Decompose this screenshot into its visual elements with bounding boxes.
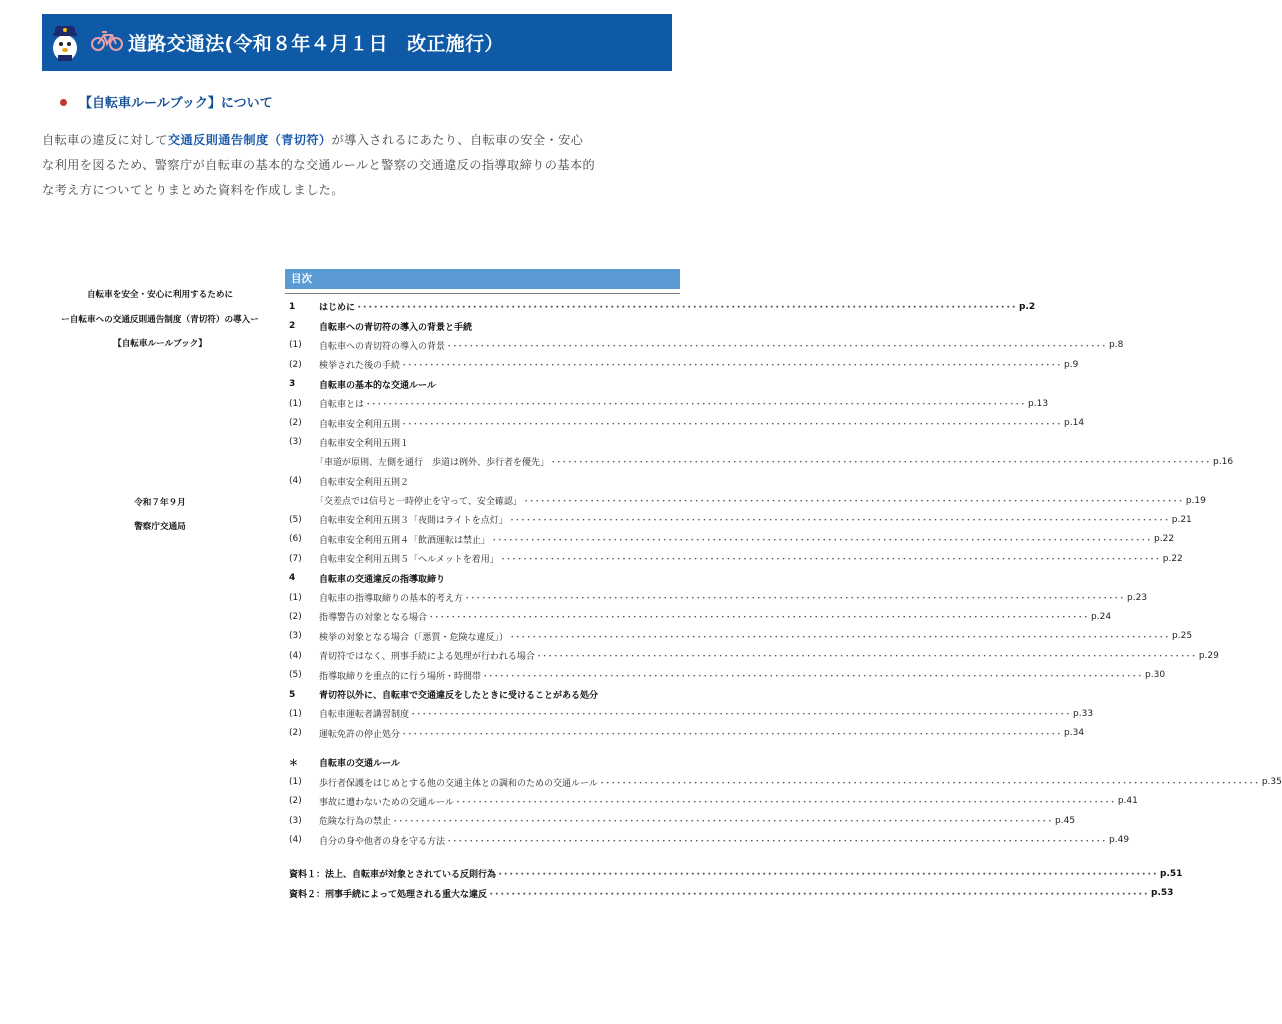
toc-leader-dots: ････････････････････････････････････････････････････････････････････････････････････････････････････････････････････････ bbox=[455, 797, 1116, 808]
toc-row bbox=[289, 472, 674, 491]
toc-text: 自転車安全利用五則１ bbox=[319, 438, 410, 449]
toc-leader-dots: ････････････････････････････････････････････････････････････････････････････････････････････････････････････････････････ bbox=[551, 458, 1212, 469]
toc-row bbox=[289, 510, 1192, 529]
toc-row bbox=[289, 491, 1206, 510]
section-heading-text: 【自転車ルールブック】について bbox=[79, 96, 273, 111]
toc-page: p.49 bbox=[1109, 835, 1130, 846]
toc-row bbox=[289, 355, 1079, 374]
toc-page: p.8 bbox=[1109, 340, 1124, 351]
toc-number: 5 bbox=[289, 689, 296, 700]
toc-text: 「車道が原則、左側を通行 歩道は例外、歩行者を優先」 bbox=[315, 458, 550, 469]
toc-leader-dots: ････････････････････････････････････････････････････････････････････････････････････････････････････････････････････････ bbox=[357, 303, 1018, 314]
toc-number: (6) bbox=[289, 534, 302, 545]
toc-row bbox=[289, 607, 1112, 626]
toc-leader-dots: ････････････････････････････････････････････････････････････････････････････････････････････････････････････････････････ bbox=[483, 671, 1144, 682]
toc-leader-dots: ････････････････････････････････････････････････････････････････････････････････････････････････････････････････････････ bbox=[536, 652, 1197, 663]
toc-text: 検挙された後の手続 bbox=[319, 361, 401, 372]
intro-line-2: な利用を図るため、警察庁が自転車の基本的な交通ルールと警察の交通違反の指導取締りの基本的 bbox=[42, 158, 596, 172]
toc-leader-dots: ････････････････････････････････････････････････････････････････････････････････････････････････････････････････････････ bbox=[492, 535, 1153, 546]
intro-line-3: な考え方についてとりまとめた資料を作成しました。 bbox=[42, 183, 344, 197]
toc-row bbox=[289, 646, 1219, 665]
toc-number: (2) bbox=[289, 611, 302, 622]
intro-emphasis: 交通反則通告制度（青切符） bbox=[167, 133, 332, 147]
toc-number: (1) bbox=[289, 398, 302, 409]
toc-page: p.2 bbox=[1019, 301, 1036, 312]
toc-page: p.19 bbox=[1185, 495, 1206, 506]
toc-row bbox=[289, 549, 1183, 568]
toc-number: (2) bbox=[289, 796, 302, 807]
toc-text: 資料２：刑事手続によって処理される重大な違反 bbox=[289, 889, 488, 900]
toc-number: ＊ bbox=[289, 759, 299, 770]
table-of-contents bbox=[289, 297, 1282, 903]
toc-leader-dots: ････････････････････････････････････････････････････････････････････････････････････････････････････････････････････････ bbox=[366, 400, 1027, 411]
toc-row bbox=[289, 568, 674, 587]
toc-leader-dots: ････････････････････････････････････････････････････････････････････････････････････････････････････････････････････････ bbox=[523, 497, 1184, 508]
toc-number: (4) bbox=[289, 835, 302, 846]
toc-number: (4) bbox=[289, 650, 302, 661]
toc-text: 自転車安全利用五則２ bbox=[319, 477, 410, 488]
toc-row bbox=[289, 375, 674, 394]
toc-row bbox=[289, 297, 1036, 316]
toc-leader-dots: ････････････････････････････････････････････････････････････････････････････････････････････････････････････････････････ bbox=[447, 836, 1108, 847]
toc-row bbox=[289, 850, 674, 864]
toc-number: (3) bbox=[289, 631, 302, 642]
toc-number: 3 bbox=[289, 379, 296, 390]
toc-row bbox=[289, 883, 1174, 902]
police-mascot-icon bbox=[48, 22, 82, 64]
toc-page: p.29 bbox=[1198, 650, 1219, 661]
toc-number: 1 bbox=[289, 301, 296, 312]
toc-row bbox=[289, 588, 1148, 607]
cover-title-3: 【自転車ルールブック】 bbox=[113, 339, 207, 349]
toc-number: (3) bbox=[289, 437, 302, 448]
toc-leader-dots: ････････････････････････････････････････････････････････････････････････････････････････････････････････････････････････ bbox=[447, 341, 1108, 352]
toc-page: p.41 bbox=[1117, 796, 1138, 807]
toc-text: 自転車の交通違反の指導取締り bbox=[319, 574, 446, 585]
toc-page: p.34 bbox=[1064, 728, 1085, 739]
toc-number: (2) bbox=[289, 418, 302, 429]
toc-text: 青切符ではなく、刑事手続による処理が行われる場合 bbox=[319, 652, 535, 663]
toc-leader-dots: ････････････････････････････････････････････････････････････････････････････････････････････････････････････････････････ bbox=[599, 778, 1260, 789]
toc-number: (1) bbox=[289, 340, 302, 351]
toc-text: 自転車の基本的な交通ルール bbox=[319, 380, 436, 391]
toc-text: 「交差点では信号と一時停止を守って、安全確認」 bbox=[315, 497, 522, 508]
toc-page: p.45 bbox=[1055, 815, 1076, 826]
toc-text: 自転車への青切符の導入の背景と手続 bbox=[319, 322, 473, 333]
toc-row bbox=[289, 704, 1094, 723]
toc-row bbox=[289, 811, 1076, 830]
toc-text: 自転車運転者講習制度 bbox=[319, 710, 410, 721]
section-heading bbox=[60, 92, 273, 111]
toc-text: 検挙の対象となる場合（「悪質・危険な違反」） bbox=[319, 632, 509, 643]
toc-number: (1) bbox=[289, 592, 302, 603]
cover-title-1: 自転車を安全・安心に利用するために bbox=[86, 290, 234, 300]
toc-page: p.22 bbox=[1154, 534, 1175, 545]
cover-date: 令和７年９月 bbox=[134, 498, 186, 508]
toc-number: (3) bbox=[289, 815, 302, 826]
toc-text: 自転車安全利用五則５「ヘルメットを着用」 bbox=[319, 555, 499, 566]
toc-page: p.35 bbox=[1261, 777, 1282, 788]
toc-page: p.22 bbox=[1162, 553, 1183, 564]
toc-page: p.30 bbox=[1145, 670, 1166, 681]
toc-number: (1) bbox=[289, 777, 302, 788]
toc-row bbox=[289, 743, 674, 753]
toc-text: 自転車安全利用五則４「飲酒運転は禁止」 bbox=[319, 535, 491, 546]
toc-page: p.13 bbox=[1028, 398, 1049, 409]
intro-paragraph bbox=[42, 128, 674, 203]
toc-leader-dots: ････････････････････････････････････････････････････････････････････････････････････････････････････････････････････････ bbox=[509, 516, 1170, 527]
toc-text: 自分の身や他者の身を守る方法 bbox=[319, 836, 446, 847]
toc-row bbox=[289, 627, 1193, 646]
toc-number: (1) bbox=[289, 708, 302, 719]
toc-number: 4 bbox=[289, 573, 296, 584]
toc-number: (5) bbox=[289, 670, 302, 681]
toc-row bbox=[289, 864, 1183, 883]
toc-row bbox=[289, 685, 674, 704]
toc-text: 運転免許の停止処分 bbox=[319, 729, 401, 740]
toc-divider bbox=[285, 293, 680, 294]
toc-leader-dots: ････････････････････････････････････････････････････････････････････････････････････････････････････････････････････････ bbox=[402, 729, 1063, 740]
toc-row bbox=[289, 336, 1124, 355]
page-header bbox=[42, 14, 672, 71]
toc-leader-dots: ････････････････････････････････････････････････････････････････････････････････････････････････････････････････････････ bbox=[510, 632, 1171, 643]
toc-row bbox=[289, 433, 674, 452]
toc-page: p.14 bbox=[1064, 418, 1085, 429]
toc-row bbox=[289, 316, 674, 335]
page-title: 道路交通法(令和８年４月１日 改正施行） bbox=[128, 33, 504, 55]
toc-leader-dots: ････････････････････････････････････････････････････････････････････････････････････････････････････････････････････････ bbox=[429, 613, 1090, 624]
bicycle-icon bbox=[90, 28, 124, 52]
cover-agency: 警察庁交通局 bbox=[134, 522, 186, 532]
toc-text: 自転車の交通ルール bbox=[319, 759, 400, 770]
toc-leader-dots: ････････････････････････････････････････････････････････････････････････････････････････････････････････････････････････ bbox=[393, 817, 1054, 828]
toc-leader-dots: ････････････････････････････････････････････････････････････････････････････････････････････････････････････････････････ bbox=[465, 594, 1126, 605]
toc-text: 自転車への青切符の導入の背景 bbox=[319, 341, 446, 352]
toc-text: 指導取締りを重点的に行う場所・時間帯 bbox=[319, 671, 482, 682]
toc-row bbox=[289, 753, 674, 772]
toc-number: (2) bbox=[289, 728, 302, 739]
toc-text: 青切符以外に、自転車で交通違反をしたときに受けることがある処分 bbox=[319, 691, 599, 701]
toc-number: (2) bbox=[289, 359, 302, 370]
toc-text: 自転車とは bbox=[319, 400, 365, 411]
toc-leader-dots: ････････････････････････････････････････････････････････････････････････････････････････････････････････････････････････ bbox=[489, 889, 1150, 900]
intro-text: が導入されるにあたり、自転車の安全・安心 bbox=[331, 133, 584, 147]
toc-row bbox=[289, 394, 1049, 413]
toc-row bbox=[289, 665, 1166, 684]
toc-page: p.9 bbox=[1064, 359, 1079, 370]
toc-row bbox=[289, 452, 1234, 471]
toc-text: 危険な行為の禁止 bbox=[319, 817, 392, 828]
toc-page: p.21 bbox=[1171, 514, 1192, 525]
intro-line-1 bbox=[42, 128, 674, 153]
toc-number: (5) bbox=[289, 514, 302, 525]
toc-leader-dots: ････････････････････････････････････････････････････････････････････････････････････････････････････････････････････････ bbox=[402, 419, 1063, 430]
toc-page: p.53 bbox=[1151, 888, 1174, 899]
toc-number: (7) bbox=[289, 553, 302, 564]
toc-text: はじめに bbox=[319, 303, 356, 314]
toc-row bbox=[289, 792, 1138, 811]
intro-text: 自転車の違反に対して bbox=[42, 133, 168, 147]
toc-row bbox=[289, 530, 1175, 549]
toc-text: 自転車の指導取締りの基本的考え方 bbox=[319, 594, 464, 605]
toc-page: p.51 bbox=[1160, 868, 1183, 879]
toc-leader-dots: ････････････････････････････････････････････････････････････････････････････････････････････････････････････････････････ bbox=[402, 361, 1063, 372]
toc-text: 歩行者保護をはじめとする他の交通主体との調和のための交通ルール bbox=[319, 778, 598, 789]
toc-row bbox=[289, 413, 1085, 432]
toc-page: p.24 bbox=[1091, 611, 1112, 622]
toc-text: 自転車安全利用五則３「夜間はライトを点灯」 bbox=[319, 516, 508, 527]
toc-leader-dots: ････････････････････････････････････････････････････････････････････････････････････････････････････････････････････････ bbox=[411, 710, 1072, 721]
toc-text: 資料１：法上、自転車が対象とされている反則行為 bbox=[289, 870, 497, 881]
toc-row bbox=[289, 831, 1130, 850]
toc-page: p.25 bbox=[1172, 631, 1193, 642]
toc-row bbox=[289, 772, 1282, 791]
toc-page: p.23 bbox=[1127, 592, 1148, 603]
toc-page: p.33 bbox=[1073, 708, 1094, 719]
toc-leader-dots: ････････････････････････････････････････････････････････････････････････････････････････････････････････････････････････ bbox=[500, 555, 1161, 566]
toc-row bbox=[289, 724, 1085, 743]
toc-header: 目次 bbox=[285, 269, 680, 289]
toc-number: 2 bbox=[289, 321, 296, 332]
toc-page: p.16 bbox=[1213, 456, 1234, 467]
toc-number: (4) bbox=[289, 476, 302, 487]
toc-text: 事故に遭わないための交通ルール bbox=[319, 797, 454, 808]
toc-leader-dots: ････････････････････････････････････････････････････････････････････････････････････････････････････････････････････････ bbox=[498, 870, 1159, 881]
cover-title-2: ー自転車への交通反則通告制度（青切符）の導入ー bbox=[61, 315, 259, 325]
toc-text: 自転車安全利用五則 bbox=[319, 419, 401, 430]
toc-text: 指導警告の対象となる場合 bbox=[319, 613, 428, 624]
bullet-icon bbox=[60, 99, 67, 106]
